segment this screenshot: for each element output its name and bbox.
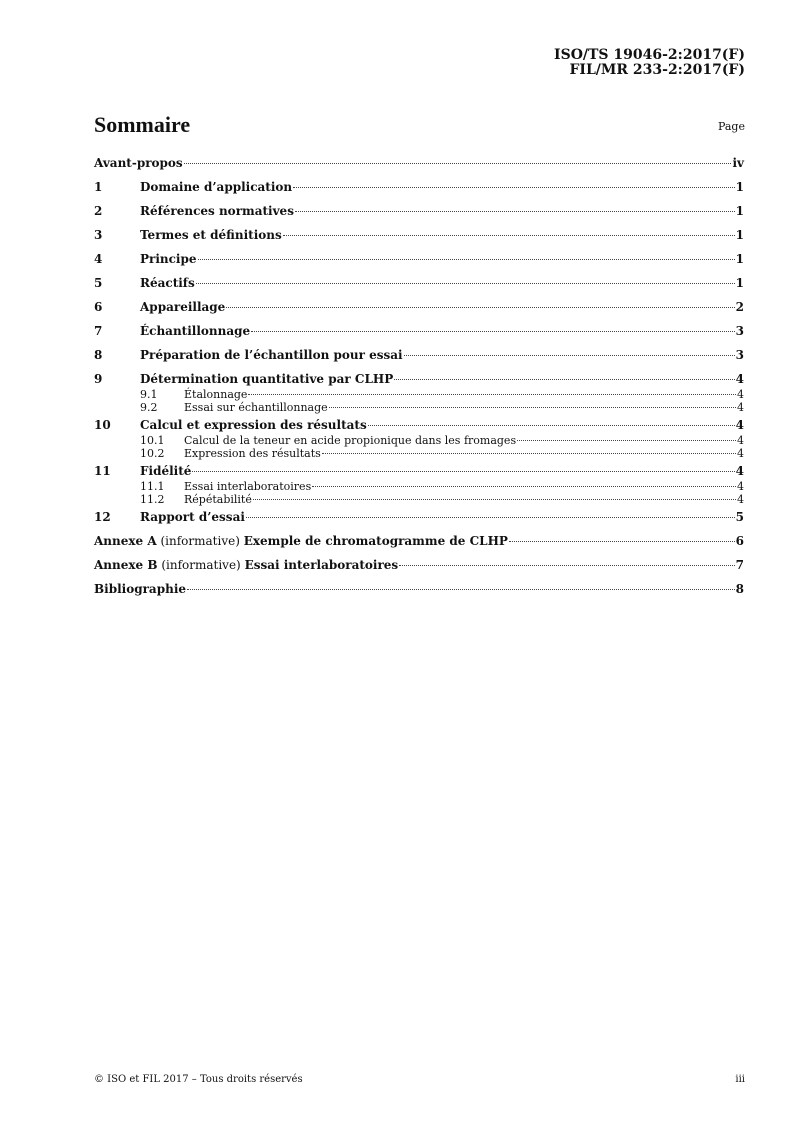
toc-entry-7[interactable] — [94, 324, 744, 348]
toc-leader — [293, 187, 735, 188]
toc-entry-page: 4 — [737, 480, 744, 493]
toc-entry-title: Échantillonnage — [140, 324, 251, 338]
toc-entry-9-1[interactable] — [94, 388, 744, 401]
toc-entry-title: Calcul et expression des résultats — [140, 418, 367, 432]
toc-entry-number: 9 — [94, 372, 103, 386]
document-reference-fil: FIL/MR 233-2:2017(F) — [569, 62, 745, 78]
toc-entry-title: Rapport d’essai — [140, 510, 245, 524]
toc-entry-1[interactable] — [94, 180, 744, 204]
toc-entry-title: Références normatives — [140, 204, 294, 218]
toc-entry-5[interactable] — [94, 276, 744, 300]
toc-entry-annexe-b[interactable] — [94, 558, 744, 582]
toc-entry-number: 10.2 — [140, 446, 165, 460]
document-reference — [554, 48, 745, 78]
toc-leader — [404, 355, 735, 356]
toc-entry-number: 12 — [94, 510, 111, 524]
toc-entry-title: Avant-propos — [94, 156, 183, 170]
toc-leader — [253, 499, 736, 500]
toc-entry-9-2[interactable] — [94, 401, 744, 414]
toc-entry-page: 1 — [735, 228, 744, 242]
toc-entry-page: 2 — [735, 300, 744, 314]
toc-entry-page: 4 — [735, 418, 744, 432]
toc-leader — [248, 394, 736, 395]
toc-entry-page: 1 — [735, 180, 744, 194]
annex-title: Essai interlaboratoires — [244, 558, 399, 572]
toc-entry-2[interactable] — [94, 204, 744, 228]
toc-entry-12[interactable] — [94, 510, 744, 534]
toc-entry-10-1[interactable] — [94, 434, 744, 447]
toc-entry-number: 10 — [94, 418, 111, 432]
toc-entry-6[interactable] — [94, 300, 744, 324]
toc-entry-page: 1 — [735, 204, 744, 218]
annex-type: (informative) — [156, 534, 244, 548]
toc-entry-8[interactable] — [94, 348, 744, 372]
toc-entry-title: Fidélité — [140, 464, 192, 478]
toc-entry-number: 10.1 — [140, 434, 165, 447]
toc-leader — [368, 425, 735, 426]
toc-entry-title: Calcul de la teneur en acide propionique dans les fromages — [184, 434, 517, 447]
page-column-label: Page — [717, 120, 745, 133]
toc-entry-title — [94, 558, 398, 572]
toc-entry-title: Préparation de l’échantillon pour essai — [140, 348, 403, 362]
toc-leader — [226, 307, 734, 308]
toc-entry-title: Détermination quantitative par CLHP — [140, 372, 394, 386]
toc-leader — [329, 407, 736, 408]
toc-entry-number: 8 — [94, 348, 103, 362]
toc-title: Sommaire — [94, 112, 191, 137]
toc-entry-number: 11 — [94, 464, 111, 478]
annex-label: Annexe A — [94, 534, 157, 548]
toc-entry-page: 4 — [737, 400, 744, 414]
toc-entry-title: Principe — [140, 252, 197, 266]
toc-entry-number: 11.1 — [140, 480, 165, 493]
toc-entry-page: 7 — [735, 558, 744, 572]
toc-entry-bibliographie[interactable] — [94, 582, 744, 606]
table-of-contents — [94, 156, 744, 606]
toc-entry-title: Expression des résultats — [184, 446, 321, 460]
annex-title: Exemple de chromatogramme de CLHP — [243, 534, 508, 548]
footer-page-number: iii — [735, 1074, 745, 1085]
toc-entry-annexe-a[interactable] — [94, 534, 744, 558]
toc-entry-number: 4 — [94, 252, 103, 266]
toc-leader — [322, 453, 736, 454]
toc-entry-title: Répétabilité — [184, 492, 252, 506]
annex-label: Annexe B — [94, 558, 158, 572]
toc-entry-page: 8 — [735, 582, 744, 596]
toc-entry-title: Bibliographie — [94, 582, 187, 596]
toc-leader — [198, 259, 735, 260]
toc-leader — [312, 486, 736, 487]
toc-entry-number: 5 — [94, 276, 103, 290]
document-reference-iso: ISO/TS 19046-2:2017(F) — [554, 47, 745, 63]
toc-entry-page: 5 — [735, 510, 744, 524]
toc-leader — [509, 541, 735, 542]
toc-entry-title: Termes et définitions — [140, 228, 282, 242]
toc-entry-number: 3 — [94, 228, 103, 242]
toc-entry-title: Domaine d’application — [140, 180, 293, 194]
toc-entry-number: 7 — [94, 324, 103, 338]
toc-entry-11-1[interactable] — [94, 480, 744, 493]
toc-leader — [295, 211, 735, 212]
toc-entry-page: 1 — [735, 276, 744, 290]
toc-leader — [517, 440, 736, 441]
toc-leader — [394, 379, 734, 380]
annex-type: (informative) — [157, 558, 245, 572]
toc-entry-page: 4 — [737, 446, 744, 460]
toc-entry-page: 3 — [735, 324, 744, 338]
toc-entry-title — [94, 534, 508, 548]
toc-entry-page: 4 — [737, 434, 744, 447]
toc-entry-page: 3 — [735, 348, 744, 362]
toc-leader — [283, 235, 735, 236]
toc-leader — [192, 471, 734, 472]
toc-leader — [246, 517, 735, 518]
toc-leader — [399, 565, 734, 566]
toc-entry-11-2[interactable] — [94, 493, 744, 506]
toc-entry-page: 4 — [737, 388, 744, 401]
toc-entry-page: 6 — [735, 534, 744, 548]
toc-entry-title: Essai sur échantillonnage — [184, 400, 328, 414]
toc-entry-page: iv — [732, 156, 744, 170]
toc-leader — [251, 331, 734, 332]
toc-entry-page: 4 — [737, 492, 744, 506]
toc-entry-page: 4 — [735, 464, 744, 478]
toc-entry-title: Étalonnage — [184, 388, 248, 401]
toc-entry-10-2[interactable] — [94, 447, 744, 460]
toc-entry-title: Appareillage — [140, 300, 226, 314]
toc-leader — [196, 283, 735, 284]
footer-copyright: © ISO et FIL 2017 – Tous droits réservés — [94, 1074, 303, 1085]
toc-entry-title: Essai interlaboratoires — [184, 480, 312, 493]
toc-leader — [184, 163, 732, 164]
toc-entry-4[interactable] — [94, 252, 744, 276]
toc-entry-number: 6 — [94, 300, 103, 314]
toc-leader — [187, 589, 735, 590]
toc-entry-number: 2 — [94, 204, 103, 218]
toc-entry-title: Réactifs — [140, 276, 195, 290]
toc-entry-avant-propos[interactable] — [94, 156, 744, 180]
toc-entry-page: 1 — [735, 252, 744, 266]
toc-entry-number: 1 — [94, 180, 103, 194]
toc-entry-number: 9.1 — [140, 388, 158, 401]
toc-entry-number: 11.2 — [140, 492, 165, 506]
toc-entry-page: 4 — [735, 372, 744, 386]
toc-entry-number: 9.2 — [140, 400, 158, 414]
toc-entry-3[interactable] — [94, 228, 744, 252]
